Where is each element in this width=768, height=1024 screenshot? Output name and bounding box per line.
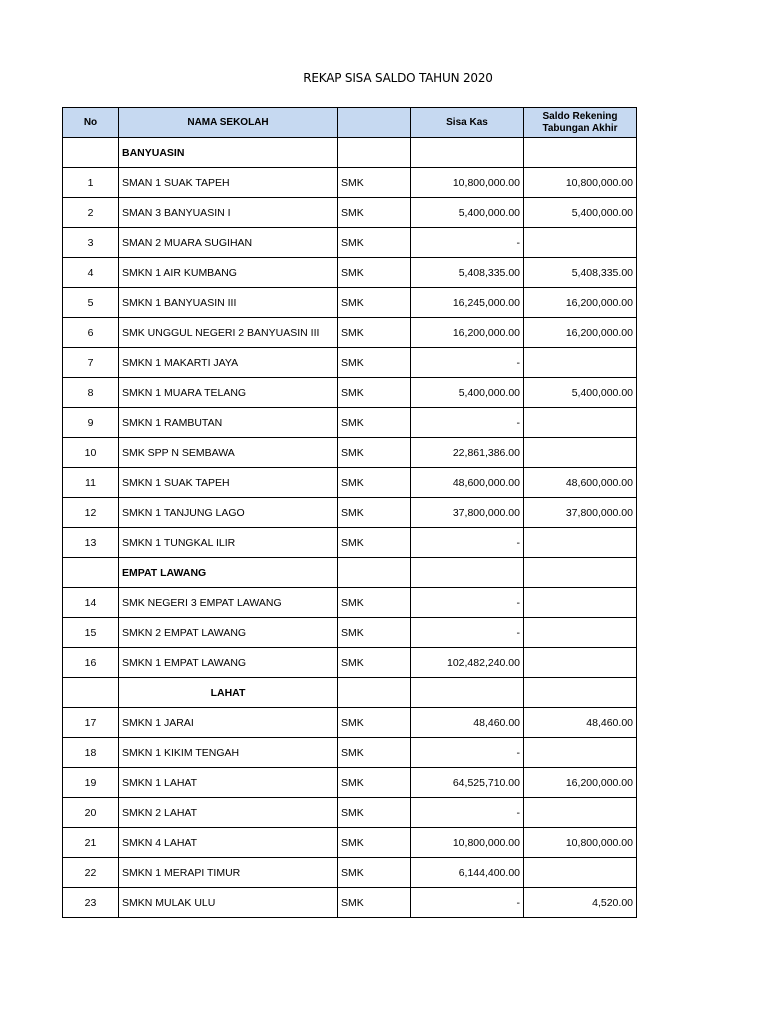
row-no: 14 [63,588,119,618]
sisa-kas-value: 6,144,400.00 [411,858,524,888]
row-no: 13 [63,528,119,558]
sisa-kas-value: 16,245,000.00 [411,288,524,318]
table-row [63,828,637,858]
sisa-kas-value: - [411,888,524,918]
school-name: SMKN 2 EMPAT LAWANG [119,618,338,648]
school-type: SMK [338,408,411,438]
school-name: SMKN 1 AIR KUMBANG [119,258,338,288]
sisa-kas-value: 64,525,710.00 [411,768,524,798]
school-name: SMAN 1 SUAK TAPEH [119,168,338,198]
row-no: 1 [63,168,119,198]
region-name: LAHAT [119,678,338,708]
table-row [63,768,637,798]
school-type: SMK [338,378,411,408]
school-type: SMK [338,318,411,348]
school-type: SMK [338,168,411,198]
sisa-kas-value: - [411,618,524,648]
sisa-kas-value: 48,460.00 [411,708,524,738]
sisa-kas-value: - [411,408,524,438]
table-row [63,318,637,348]
row-no: 10 [63,438,119,468]
table-row [63,168,637,198]
saldo-value: 37,800,000.00 [524,498,637,528]
row-no: 15 [63,618,119,648]
sisa-kas-value: 10,800,000.00 [411,168,524,198]
school-type: SMK [338,798,411,828]
saldo-value: 10,800,000.00 [524,168,637,198]
header-no: No [63,108,119,138]
region-kas-cell [411,558,524,588]
saldo-value: 48,460.00 [524,708,637,738]
school-name: SMKN 1 MERAPI TIMUR [119,858,338,888]
table-body [63,138,637,918]
school-type: SMK [338,498,411,528]
row-no: 12 [63,498,119,528]
school-type: SMK [338,588,411,618]
sisa-kas-value: - [411,348,524,378]
table-row [63,798,637,828]
region-saldo-cell [524,678,637,708]
sisa-kas-value: 16,200,000.00 [411,318,524,348]
saldo-value: 16,200,000.00 [524,318,637,348]
sisa-kas-value: 5,400,000.00 [411,198,524,228]
header-saldo-rekening [524,108,637,138]
region-kas-cell [411,138,524,168]
region-type-cell [338,558,411,588]
row-no: 11 [63,468,119,498]
school-type: SMK [338,438,411,468]
saldo-value: 5,400,000.00 [524,378,637,408]
table-row [63,708,637,738]
saldo-value [524,348,637,378]
sisa-kas-value: - [411,738,524,768]
region-name: BANYUASIN [119,138,338,168]
school-name: SMKN 1 TUNGKAL ILIR [119,528,338,558]
saldo-value: 16,200,000.00 [524,288,637,318]
table-row [63,228,637,258]
saldo-value [524,618,637,648]
saldo-value: 5,400,000.00 [524,198,637,228]
saldo-table [62,107,637,918]
school-name: SMK NEGERI 3 EMPAT LAWANG [119,588,338,618]
school-name: SMKN 2 LAHAT [119,798,338,828]
school-name: SMKN 1 SUAK TAPEH [119,468,338,498]
table-header-row [63,108,637,138]
school-name: SMK SPP N SEMBAWA [119,438,338,468]
row-no: 21 [63,828,119,858]
header-sisa-kas: Sisa Kas [411,108,524,138]
table-row [63,258,637,288]
saldo-value: 48,600,000.00 [524,468,637,498]
sisa-kas-value: 5,400,000.00 [411,378,524,408]
sisa-kas-value: 48,600,000.00 [411,468,524,498]
region-no-cell [63,558,119,588]
region-no-cell [63,138,119,168]
sisa-kas-value: - [411,528,524,558]
header-saldo-line1: Saldo Rekening [542,110,618,122]
table-row [63,858,637,888]
table-row [63,198,637,228]
school-type: SMK [338,348,411,378]
school-name: SMKN MULAK ULU [119,888,338,918]
school-name: SMKN 1 KIKIM TENGAH [119,738,338,768]
table-row [63,738,637,768]
saldo-value: 16,200,000.00 [524,768,637,798]
row-no: 20 [63,798,119,828]
saldo-value [524,858,637,888]
sisa-kas-value: 10,800,000.00 [411,828,524,858]
saldo-value [524,408,637,438]
school-name: SMAN 3 BANYUASIN I [119,198,338,228]
table-row [63,648,637,678]
region-row [63,138,637,168]
saldo-value [524,798,637,828]
school-name: SMK UNGGUL NEGERI 2 BANYUASIN III [119,318,338,348]
row-no: 2 [63,198,119,228]
sisa-kas-value: - [411,798,524,828]
table-row [63,348,637,378]
row-no: 19 [63,768,119,798]
table-row [63,588,637,618]
region-row [63,678,637,708]
school-type: SMK [338,738,411,768]
region-kas-cell [411,678,524,708]
table-row [63,468,637,498]
row-no: 5 [63,288,119,318]
region-row [63,558,637,588]
region-saldo-cell [524,558,637,588]
school-type: SMK [338,288,411,318]
saldo-value: 4,520.00 [524,888,637,918]
school-type: SMK [338,648,411,678]
school-name: SMKN 1 LAHAT [119,768,338,798]
row-no: 6 [63,318,119,348]
school-name: SMKN 1 MAKARTI JAYA [119,348,338,378]
table-row [63,888,637,918]
school-type: SMK [338,828,411,858]
row-no: 23 [63,888,119,918]
saldo-value [524,528,637,558]
saldo-value [524,438,637,468]
header-saldo-line2: Tabungan Akhir [542,122,618,134]
row-no: 17 [63,708,119,738]
school-type: SMK [338,858,411,888]
header-jenis [338,108,411,138]
row-no: 4 [63,258,119,288]
table-row [63,618,637,648]
header-nama-sekolah: NAMA SEKOLAH [119,108,338,138]
table-row [63,528,637,558]
school-type: SMK [338,198,411,228]
table-row [63,408,637,438]
region-type-cell [338,138,411,168]
school-name: SMKN 1 EMPAT LAWANG [119,648,338,678]
saldo-value [524,228,637,258]
row-no: 7 [63,348,119,378]
school-type: SMK [338,258,411,288]
row-no: 22 [63,858,119,888]
school-type: SMK [338,228,411,258]
region-no-cell [63,678,119,708]
sisa-kas-value: 22,861,386.00 [411,438,524,468]
row-no: 16 [63,648,119,678]
row-no: 3 [63,228,119,258]
school-name: SMKN 1 JARAI [119,708,338,738]
table-row [63,498,637,528]
school-type: SMK [338,708,411,738]
saldo-value [524,738,637,768]
sisa-kas-value: 5,408,335.00 [411,258,524,288]
school-name: SMKN 4 LAHAT [119,828,338,858]
sisa-kas-value: 37,800,000.00 [411,498,524,528]
school-name: SMKN 1 BANYUASIN III [119,288,338,318]
school-name: SMKN 1 RAMBUTAN [119,408,338,438]
saldo-value [524,648,637,678]
sisa-kas-value: - [411,588,524,618]
row-no: 18 [63,738,119,768]
row-no: 9 [63,408,119,438]
page-title: REKAP SISA SALDO TAHUN 2020 [303,71,493,85]
region-saldo-cell [524,138,637,168]
sisa-kas-value: 102,482,240.00 [411,648,524,678]
school-name: SMAN 2 MUARA SUGIHAN [119,228,338,258]
school-type: SMK [338,618,411,648]
row-no: 8 [63,378,119,408]
table-row [63,288,637,318]
school-type: SMK [338,468,411,498]
table-row [63,438,637,468]
region-name: EMPAT LAWANG [119,558,338,588]
saldo-value: 5,408,335.00 [524,258,637,288]
school-type: SMK [338,528,411,558]
school-type: SMK [338,888,411,918]
saldo-value: 10,800,000.00 [524,828,637,858]
table-row [63,378,637,408]
sisa-kas-value: - [411,228,524,258]
school-name: SMKN 1 MUARA TELANG [119,378,338,408]
school-name: SMKN 1 TANJUNG LAGO [119,498,338,528]
saldo-value [524,588,637,618]
region-type-cell [338,678,411,708]
school-type: SMK [338,768,411,798]
